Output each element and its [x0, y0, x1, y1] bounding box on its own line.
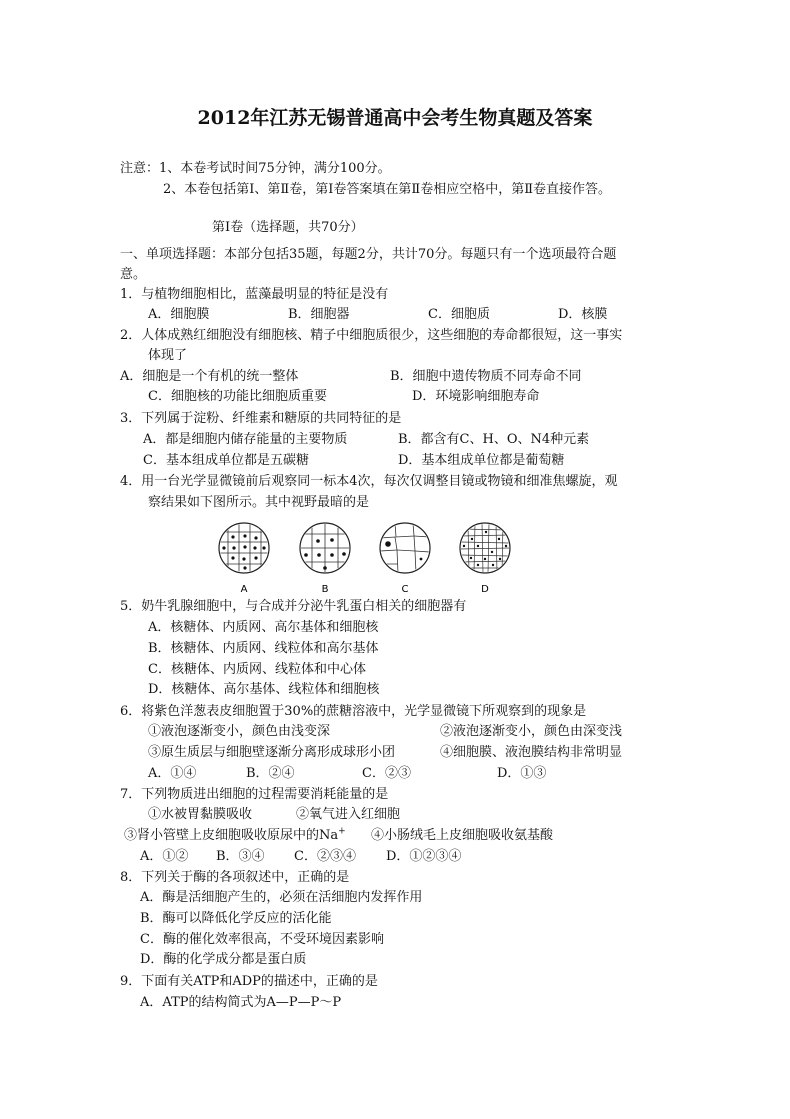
- q4-stem-2: 察结果如下图所示。其中视野最暗的是: [148, 495, 370, 510]
- q1-option-b: B．细胞器: [288, 307, 350, 322]
- q2-stem-1: 2．人体成熟红细胞没有细胞核、精子中细胞质很少，这些细胞的寿命都很短，这一事实: [120, 328, 623, 343]
- view-a: [219, 523, 269, 595]
- q8-option-b: B．酶可以降低化学反应的活化能: [140, 911, 332, 926]
- view-d: [460, 523, 510, 595]
- q6-option-b: B．②④: [246, 766, 295, 781]
- q6-statement-1: ①液泡逐渐变小，颜色由浅变深: [148, 724, 331, 739]
- view-c-label: C: [401, 584, 409, 595]
- q1-stem: 1．与植物细胞相比，蓝藻最明显的特征是没有: [120, 287, 389, 302]
- q7-statement-2: ②氧气进入红细胞: [296, 807, 401, 822]
- q2-option-d: D．环境影响细胞寿命: [412, 389, 540, 404]
- q5-stem: 5．奶牛乳腺细胞中，与合成并分泌牛乳蛋白相关的细胞器有: [120, 599, 467, 614]
- q7-statement-3-superscript: +: [338, 826, 346, 837]
- q6-statement-2: ②液泡逐渐变小，颜色由深变浅: [440, 724, 623, 739]
- q3-stem: 3．下列属于淀粉、纤维素和糖原的共同特征的是: [120, 411, 402, 426]
- q4-stem-1: 4．用一台光学显微镜前后观察同一标本4次，每次仅调整目镜或物镜和细准焦螺旋，观: [120, 474, 618, 489]
- q5-option-a: A．核糖体、内质网、高尔基体和细胞核: [148, 620, 379, 635]
- microscope-views-figure: [212, 520, 532, 600]
- q6-option-a: A．①④: [148, 766, 197, 781]
- q6-option-c: C．②③: [362, 766, 411, 781]
- q5-option-d: D．核糖体、高尔基体、线粒体和细胞核: [148, 682, 380, 697]
- q8-option-c: C．酶的催化效率很高，不受环境因素影响: [140, 932, 384, 947]
- q8-option-d: D．酶的化学成分都是蛋白质: [140, 952, 307, 967]
- q7-option-d: D．①②③④: [386, 849, 462, 864]
- section-intro-1: 一、单项选择题：本部分包括35题，每题2分，共计70分。每题只有一个选项最符合题: [120, 247, 617, 262]
- q3-option-a: A．都是细胞内储存能量的主要物质: [143, 432, 348, 447]
- q6-option-d: D．①③: [497, 766, 547, 781]
- note-line-1: 注意：1、本卷考试时间75分钟，满分100分。: [120, 161, 391, 176]
- q7-statement-3-text: ③肾小管壁上皮细胞吸收原尿中的Na: [124, 828, 339, 843]
- q5-option-c: C．核糖体、内质网、线粒体和中心体: [148, 662, 366, 677]
- q7-statement-1: ①水被胃黏膜吸收: [148, 807, 253, 822]
- q9-option-a: A．ATP的结构简式为A—P—P～P: [140, 995, 342, 1010]
- q7-option-b: B．③④: [216, 849, 265, 864]
- section-intro-2: 意。: [120, 267, 147, 282]
- q3-option-c: C．基本组成单位都是五碳糖: [143, 453, 309, 468]
- view-b: [300, 523, 350, 595]
- q1-option-a: A．细胞膜: [148, 307, 210, 322]
- view-a-label: A: [240, 584, 248, 595]
- q3-option-b: B．都含有C、H、O、N4种元素: [398, 432, 590, 447]
- q7-option-a: A．①②: [140, 849, 189, 864]
- view-b-label: B: [321, 584, 329, 595]
- q7-statement-3: [124, 827, 346, 845]
- view-c: [380, 523, 430, 595]
- q2-option-b: B．细胞中遗传物质不同寿命不同: [390, 369, 582, 384]
- note-line-2: 2、本卷包括第Ⅰ、第Ⅱ卷，第Ⅰ卷答案填在第Ⅱ卷相应空格中，第Ⅱ卷直接作答。: [163, 182, 612, 197]
- q6-statement-3: ③原生质层与细胞壁逐渐分离形成球形小团: [148, 745, 396, 760]
- q9-stem: 9．下面有关ATP和ADP的描述中，正确的是: [120, 974, 378, 989]
- q6-stem: 6．将紫色洋葱表皮细胞置于30%的蔗糖溶液中，光学显微镜下所观察到的现象是: [120, 704, 587, 719]
- q7-stem: 7．下列物质进出细胞的过程需要消耗能量的是: [120, 787, 389, 802]
- page-title: 2012年江苏无锡普通高中会考生物真题及答案: [197, 107, 593, 129]
- view-d-label: D: [481, 584, 489, 595]
- q2-stem-2: 体现了: [148, 348, 188, 363]
- q2-option-c: C．细胞核的功能比细胞质重要: [148, 389, 327, 404]
- q1-option-d: D．核膜: [558, 307, 608, 322]
- q8-stem: 8．下列关于酶的各项叙述中，正确的是: [120, 870, 350, 885]
- q6-statement-4: ④细胞膜、液泡膜结构非常明显: [440, 745, 623, 760]
- part-title: 第Ⅰ卷（选择题，共70分）: [212, 220, 364, 235]
- q5-option-b: B．核糖体、内质网、线粒体和高尔基体: [148, 641, 379, 656]
- q2-option-a: A．细胞是一个有机的统一整体: [120, 369, 299, 384]
- q7-option-c: C．②③④: [294, 849, 356, 864]
- q7-statement-4: ④小肠绒毛上皮细胞吸收氨基酸: [371, 828, 554, 843]
- q3-option-d: D．基本组成单位都是葡萄糖: [398, 453, 565, 468]
- q8-option-a: A．酶是活细胞产生的，必须在活细胞内发挥作用: [140, 890, 423, 905]
- q1-option-c: C．细胞质: [428, 307, 490, 322]
